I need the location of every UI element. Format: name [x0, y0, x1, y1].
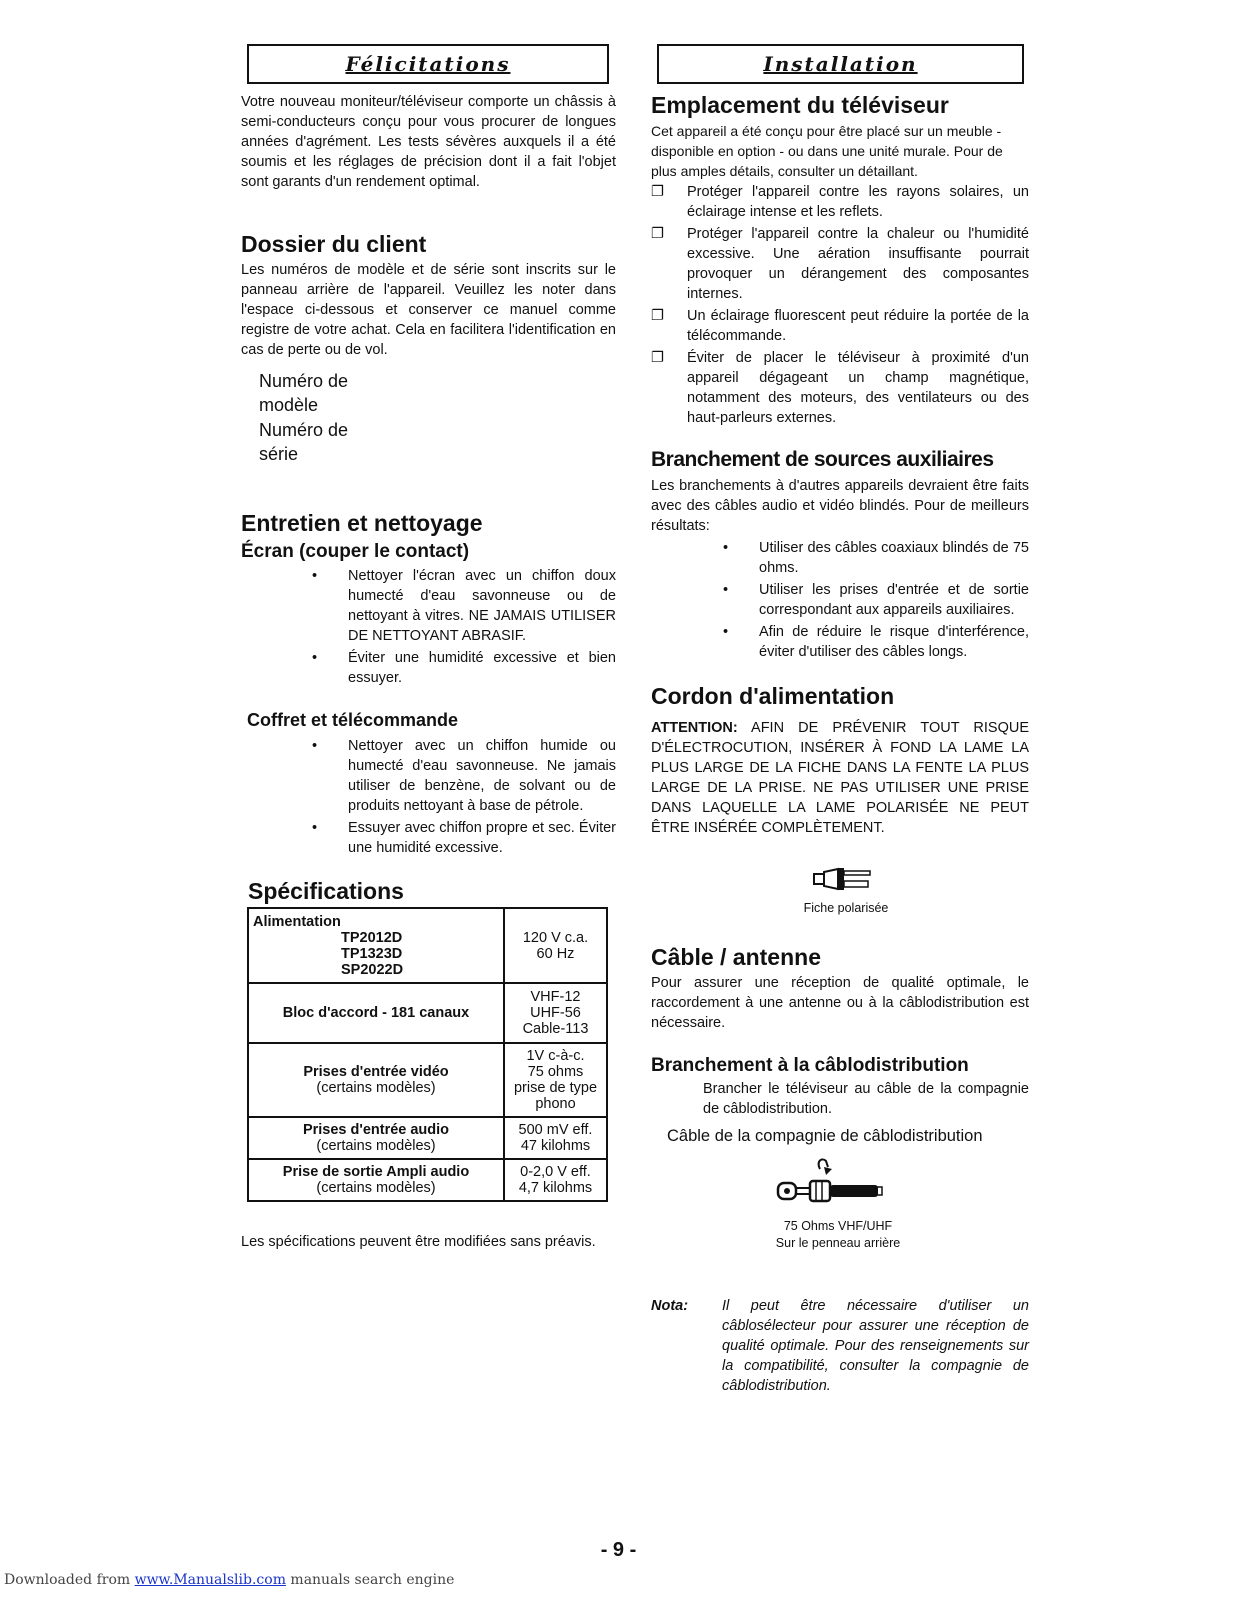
branchement-list: [723, 538, 1029, 664]
list-item: • Nettoyer avec un chiffon humide ou humecté d'eau savonneuse. Ne jamais utiliser de benzène, de solvant ou de produits nettoyant à base de pétrole.: [312, 738, 616, 814]
spec-note: Les spécifications peuvent être modifiées sans préavis.: [241, 1234, 596, 1250]
nota-label: Nota:: [651, 1298, 689, 1314]
emplacement-heading: Emplacement du téléviseur: [651, 92, 949, 118]
spec-value-alimentation: 120 V c.a. 60 Hz: [504, 908, 607, 983]
download-footer: Downloaded from www.Manualslib.com manuals search engine: [4, 1572, 455, 1588]
list-item: ❐ Protéger l'appareil contre les rayons solaires, un éclairage intense et les reflets.: [651, 184, 1029, 220]
checkbox-icon: ❐: [651, 184, 664, 200]
table-row: [248, 1159, 607, 1201]
coax-caption-2: Sur le penneau arrière: [775, 1236, 901, 1250]
list-item: • Nettoyer l'écran avec un chiffon doux humecté d'eau savonneuse ou de nettoyant à vitres. NE JAMAIS UTILISER DE NETTOYANT ABRASIF.: [312, 568, 616, 644]
intro-paragraph: Votre nouveau moniteur/téléviseur comporte un châssis à semi-conducteurs conçu pour vous procurer de longues années d'agrément. Les tests sévères auxquels il a été soumis et les réglages de précision dont il a fait l'objet sont garants d'un rendement optimal.: [241, 94, 616, 190]
coffret-heading: Coffret et télécommande: [247, 710, 459, 730]
specifications-table: [247, 907, 608, 1202]
spec-label-audio: Prises d'entrée audio (certains modèles): [248, 1117, 504, 1159]
checkbox-icon: ❐: [651, 308, 664, 324]
cable-paragraph: Pour assurer une réception de qualité optimale, le raccordement à une antenne ou à la câblodistribution est nécessaire.: [651, 975, 1029, 1031]
installation-title-box: [657, 44, 1024, 84]
coax-connector-icon: [776, 1155, 886, 1207]
attention-text: AFIN DE PRÉVENIR TOUT RISQUE D'ÉLECTROCUTION, INSÉRER À FOND LA LAME LA PLUS LARGE DE LA FICHE DANS LA FENTE LA PLUS LARGE DE LA PRISE. NE PAS UTILISER UNE PRISE DANS LAQUELLE LA LAME POLARISÉE NE PEUT ÊTRE INSÉRÉE COMPLÈTEMENT.: [651, 720, 1030, 836]
cablodist-paragraph: Brancher le téléviseur au câble de la compagnie de câblodistribution.: [703, 1081, 1029, 1117]
cable-company-label: Câble de la compagnie de câblodistribution: [667, 1127, 983, 1145]
checkbox-icon: ❐: [651, 226, 664, 242]
specifications-heading: Spécifications: [248, 878, 404, 904]
list-item: • Afin de réduire le risque d'interférence, éviter d'utiliser des câbles longs.: [723, 624, 1029, 660]
spec-label-alimentation: Alimentation TP2012D TP1323D SP2022D: [248, 908, 504, 983]
felicitations-title: Félicitations: [345, 52, 511, 76]
list-item: • Utiliser les prises d'entrée et de sortie correspondant aux appareils auxiliaires.: [723, 582, 1029, 618]
list-item: • Utiliser des câbles coaxiaux blindés de 75 ohms.: [723, 540, 1029, 576]
attention-paragraph: [651, 718, 1029, 838]
polarized-plug-icon: [812, 866, 874, 892]
plug-caption: Fiche polarisée: [803, 901, 889, 915]
dossier-heading: Dossier du client: [241, 231, 427, 257]
emplacement-paragraph: Cet appareil a été conçu pour être placé sur un meuble - disponible en option - ou dans une unité murale. Pour de plus amples détails, consulter un détaillant.: [651, 123, 1003, 179]
list-item: ❐ Éviter de placer le téléviseur à proximité d'un appareil dégageant un champ magnétique, notamment des moteurs, des ventilateurs ou des haut-parleurs externes.: [651, 350, 1029, 426]
cordon-heading: Cordon d'alimentation: [651, 683, 895, 709]
page-number: - 9 -: [600, 1539, 637, 1561]
spec-label-bloc: Bloc d'accord - 181 canaux: [248, 983, 504, 1043]
branchement-paragraph: Les branchements à d'autres appareils devraient être faits avec des câbles audio et vidéo blindés. Pour de meilleurs résultats:: [651, 478, 1029, 534]
manualslib-link[interactable]: www.Manualslib.com: [134, 1572, 286, 1588]
branchement-heading: Branchement de sources auxiliaires: [651, 448, 994, 471]
list-item: • Essuyer avec chiffon propre et sec. Éviter une humidité excessive.: [312, 820, 616, 856]
spec-value-sortie: 0-2,0 V eff. 4,7 kilohms: [504, 1159, 607, 1201]
spec-value-bloc: VHF-12 UHF-56 Cable-113: [504, 983, 607, 1043]
spec-value-audio: 500 mV eff. 47 kilohms: [504, 1117, 607, 1159]
list-item: ❐ Un éclairage fluorescent peut réduire la portée de la télécommande.: [651, 308, 1029, 344]
dossier-paragraph: Les numéros de modèle et de série sont inscrits sur le panneau arrière de l'appareil. Veuillez les noter dans l'espace ci-dessous et conserver ce manuel comme registre de votre achat. Cela en facilitera l'identification en cas de perte ou de vol.: [241, 262, 616, 358]
nota-text: Il peut être nécessaire d'utiliser un câblosélecteur pour assurer une réception de qualité optimale. Pour des renseignements sur la compatibilité, consulter la compagnie de câblodistribution.: [722, 1298, 1029, 1394]
list-item: ❐ Protéger l'appareil contre la chaleur ou l'humidité excessive. Une aération insuffisante pourrait provoquer un dérangement des composantes internes.: [651, 226, 1029, 302]
checkbox-icon: ❐: [651, 350, 664, 366]
spec-label-sortie: Prise de sortie Ampli audio (certains modèles): [248, 1159, 504, 1201]
cablodist-heading: Branchement à la câblodistribution: [651, 1055, 969, 1076]
table-row: [248, 908, 607, 983]
installation-title: Installation: [763, 52, 918, 76]
coffret-list: [312, 736, 616, 860]
table-row: [248, 983, 607, 1043]
entretien-heading: Entretien et nettoyage: [241, 510, 483, 536]
emplacement-list: [651, 182, 1029, 430]
ecran-list: [312, 566, 616, 690]
cable-heading: Câble / antenne: [651, 944, 821, 970]
spec-value-video: 1V c-à-c. 75 ohms prise de type phono: [504, 1043, 607, 1117]
model-number-field: Numéro de modèle: [259, 371, 349, 415]
table-row: [248, 1117, 607, 1159]
table-row: [248, 1043, 607, 1117]
spec-label-video: Prises d'entrée vidéo (certains modèles): [248, 1043, 504, 1117]
attention-label: ATTENTION:: [651, 720, 738, 736]
coax-caption-1: 75 Ohms VHF/UHF: [783, 1219, 893, 1233]
ecran-heading: Écran (couper le contact): [241, 541, 470, 562]
list-item: • Éviter une humidité excessive et bien essuyer.: [312, 650, 616, 686]
felicitations-title-box: [247, 44, 609, 84]
serial-number-field: Numéro de série: [259, 420, 349, 464]
